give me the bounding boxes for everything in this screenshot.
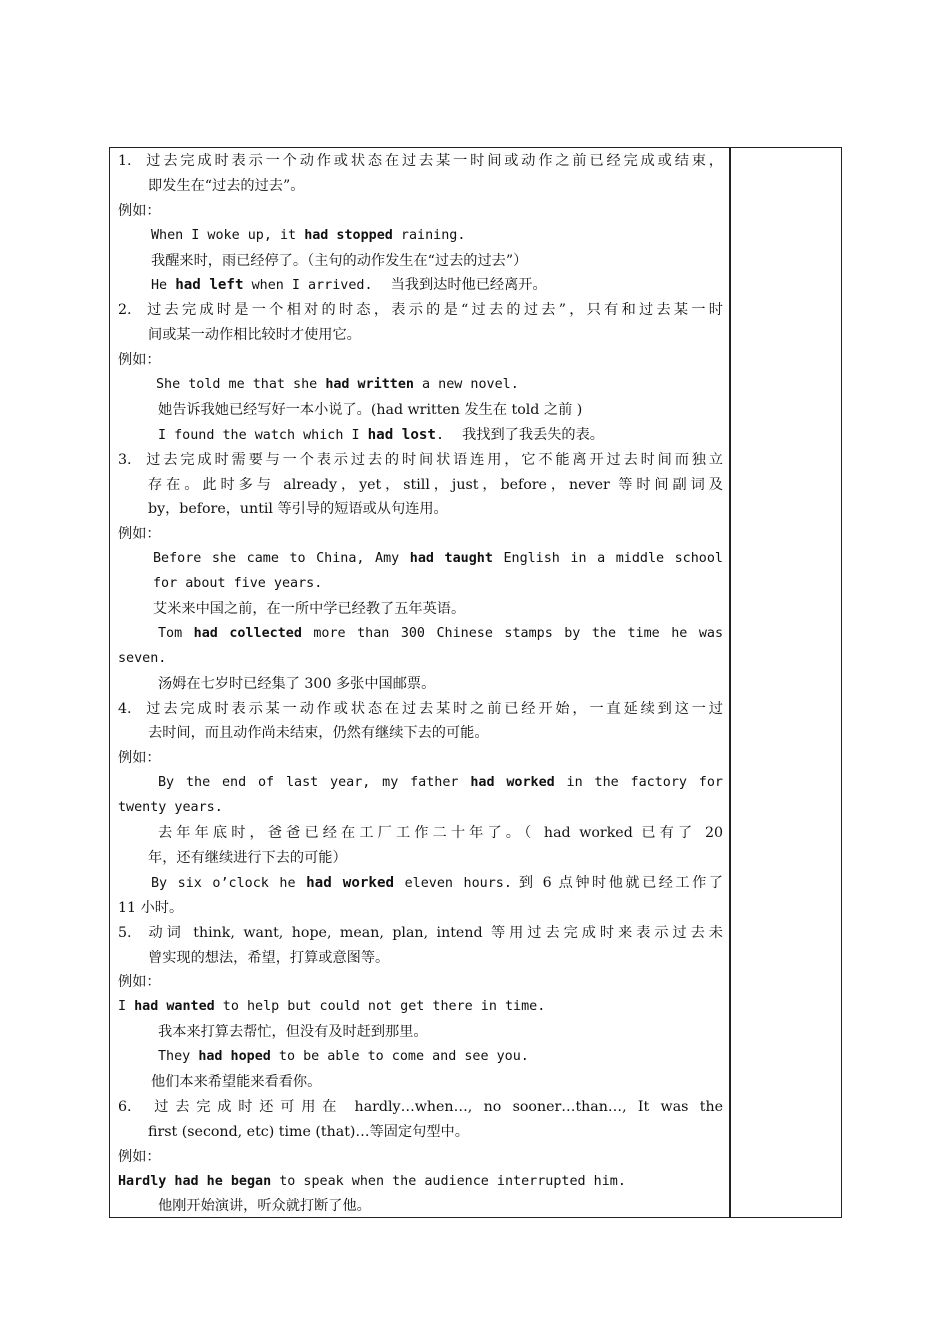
rule-1-line-2: 即发生在“过去的过去”。: [148, 177, 305, 194]
example-4b-continued: 11 小时。: [118, 899, 184, 916]
rule-2-line-1: 2. 过去完成时是一个相对的时态，表示的是“过去的过去”，只有和过去某一时: [118, 302, 723, 319]
example-4a-translation-1: 去年年底时，爸爸已经在工厂工作二十年了。（ had worked 已有了 20: [158, 825, 723, 842]
rule-6-line-1: 6. 过去完成时还可用在 hardly…when…, no sooner…than…, It was the: [118, 1098, 723, 1115]
column-divider: [729, 147, 731, 1218]
example-5a: I had wanted to help but could not get there in time.: [118, 999, 546, 1015]
example-3a: Before she came to China, Amy had taught English in a middle school: [153, 551, 723, 567]
example-5b-translation: 他们本来希望能来看看你。: [151, 1073, 322, 1090]
example-4a-translation-2: 年，还有继续进行下去的可能）: [148, 849, 347, 866]
rule-4-line-2: 去时间，而且动作尚未结束，仍然有继续下去的可能。: [148, 725, 489, 742]
rule-5-line-2: 曾实现的想法，希望，打算或意图等。: [148, 949, 390, 966]
example-2a: She told me that she had written a new novel.: [156, 377, 519, 393]
example-1b: He had left when I arrived. 当我到达时他已经离开。: [151, 277, 547, 294]
example-3b: Tom had collected more than 300 Chinese stamps by the time he was: [158, 625, 723, 641]
example-label: 例如：: [118, 974, 161, 991]
rule-3-line-1: 3. 过去完成时需要与一个表示过去的时间状语连用，它不能离开过去时间而独立: [118, 451, 723, 468]
example-label: 例如：: [118, 352, 161, 369]
example-5b: They had hoped to be able to come and see you.: [158, 1049, 529, 1065]
rule-6-line-2: first (second, etc) time (that)…等固定句型中。: [148, 1123, 469, 1140]
example-2a-translation: 她告诉我她已经写好一本小说了。(had written 发生在 told 之前 ): [158, 401, 583, 418]
example-3a-translation: 艾米来中国之前，在一所中学已经教了五年英语。: [153, 601, 466, 618]
rule-1-line-1: 1. 过去完成时表示一个动作或状态在过去某一时间或动作之前已经完成或结束，: [118, 153, 723, 169]
example-6a: Hardly had he began to speak when the audience interrupted him.: [118, 1173, 626, 1189]
rule-4-line-1: 4. 过去完成时表示某一动作或状态在过去某时之前已经开始，一直延续到这一过: [118, 700, 723, 717]
example-4a-continued: twenty years.: [118, 800, 223, 816]
example-4b: By six o’clock he had worked eleven hours. 到 6 点钟时他就已经工作了: [151, 874, 723, 891]
example-4a: By the end of last year, my father had worked in the factory for: [158, 775, 723, 791]
example-5a-translation: 我本来打算去帮忙，但没有及时赶到那里。: [158, 1024, 428, 1041]
example-label: 例如：: [118, 526, 161, 543]
example-3a-continued: for about five years.: [153, 576, 323, 592]
example-label: 例如：: [118, 1148, 161, 1165]
rule-3-line-2: 存在。此时多与 already，yet，still，just，before，never 等时间副词及: [148, 476, 723, 493]
rule-5-line-1: 5. 动词 think, want, hope, mean, plan, intend 等用过去完成时来表示过去未: [118, 924, 723, 941]
example-label: 例如：: [118, 750, 161, 767]
example-3b-continued: seven.: [118, 650, 167, 666]
grammar-notes: [118, 149, 723, 1219]
example-3b-translation: 汤姆在七岁时已经集了 300 多张中国邮票。: [158, 675, 436, 692]
rule-3-line-3: by，before，until 等引导的短语或从句连用。: [148, 501, 448, 518]
example-2b: I found the watch which I had lost. 我找到了我丢失的表。: [158, 426, 604, 443]
example-6a-translation: 他刚开始演讲，听众就打断了他。: [158, 1198, 371, 1215]
rule-2-line-2: 间或某一动作相比较时才使用它。: [148, 327, 361, 344]
example-1a: When I woke up, it had stopped raining.: [151, 227, 466, 243]
example-label: 例如：: [118, 202, 161, 219]
example-1a-translation: 我醒来时，雨已经停了。（主句的动作发生在“过去的过去”）: [151, 252, 528, 269]
